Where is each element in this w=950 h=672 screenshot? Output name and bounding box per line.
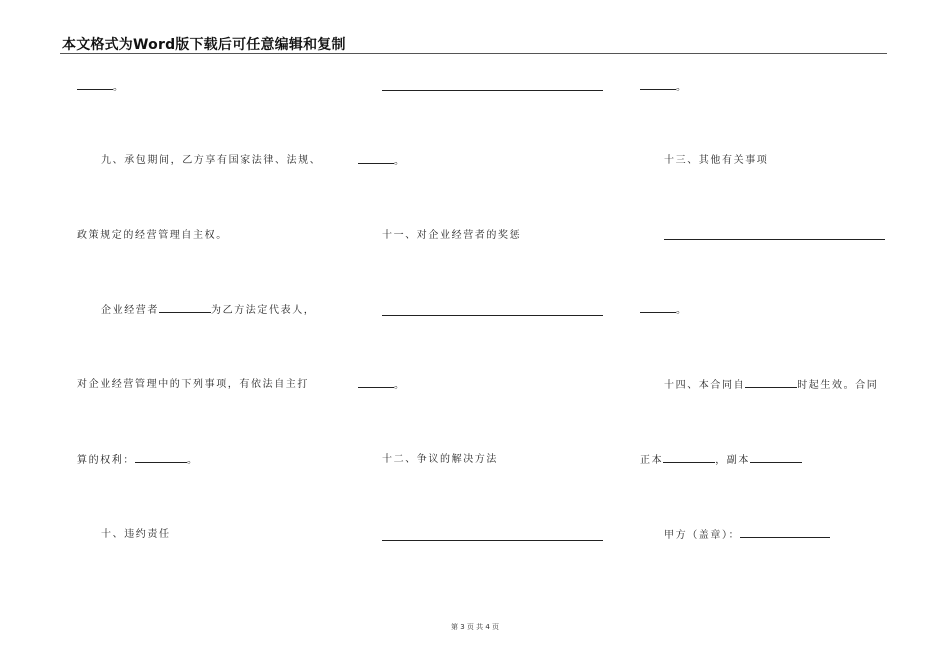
blank-line <box>382 90 603 91</box>
blank-field <box>640 303 676 313</box>
col3-line1: 。 <box>640 80 688 95</box>
blank-field <box>740 528 830 538</box>
col3-line5: 十四、本合同自 时起生效。合同 <box>664 380 879 391</box>
col1-line2: 九、承包期间，乙方享有国家法律、法规、 <box>101 155 322 166</box>
blank-field <box>640 80 676 90</box>
blank-field <box>358 378 394 388</box>
col1-line1: 。 <box>77 80 125 95</box>
blank-field <box>159 303 211 313</box>
col3-line6: 正本 ，副本 <box>640 453 802 468</box>
col2-line3: 十一、对企业经营者的奖惩 <box>382 230 522 241</box>
header-rule <box>60 53 887 54</box>
page-header-title: 本文格式为Word版下载后可任意编辑和复制 <box>62 37 346 53</box>
blank-field <box>135 453 187 463</box>
col3-line2: 十三、其他有关事项 <box>664 155 769 166</box>
page-number: 第 3 页 共 4 页 <box>450 623 500 631</box>
col2-line5: 。 <box>358 378 406 393</box>
blank-field <box>663 453 715 463</box>
blank-field <box>745 378 797 388</box>
col1-line5: 对企业经营管理中的下列事项，有依法自主打 <box>77 379 309 390</box>
col1-line3: 政策规定的经营管理自主权。 <box>77 230 228 241</box>
col1-line4: 企业经营者 为乙方法定代表人， <box>101 305 316 316</box>
col3-line4: 。 <box>640 303 688 318</box>
col1-line6: 算的权利： 。 <box>77 455 199 466</box>
blank-field <box>77 80 113 90</box>
blank-line <box>664 239 885 240</box>
blank-field <box>750 453 802 463</box>
blank-field <box>358 154 394 164</box>
col2-line2: 。 <box>358 154 406 169</box>
col3-line7: 甲方（盖章）： <box>664 528 830 543</box>
col1-line7: 十、违约责任 <box>101 529 171 540</box>
blank-line <box>382 540 603 541</box>
blank-line <box>382 315 603 316</box>
col2-line6: 十二、争议的解决方法 <box>382 454 498 465</box>
